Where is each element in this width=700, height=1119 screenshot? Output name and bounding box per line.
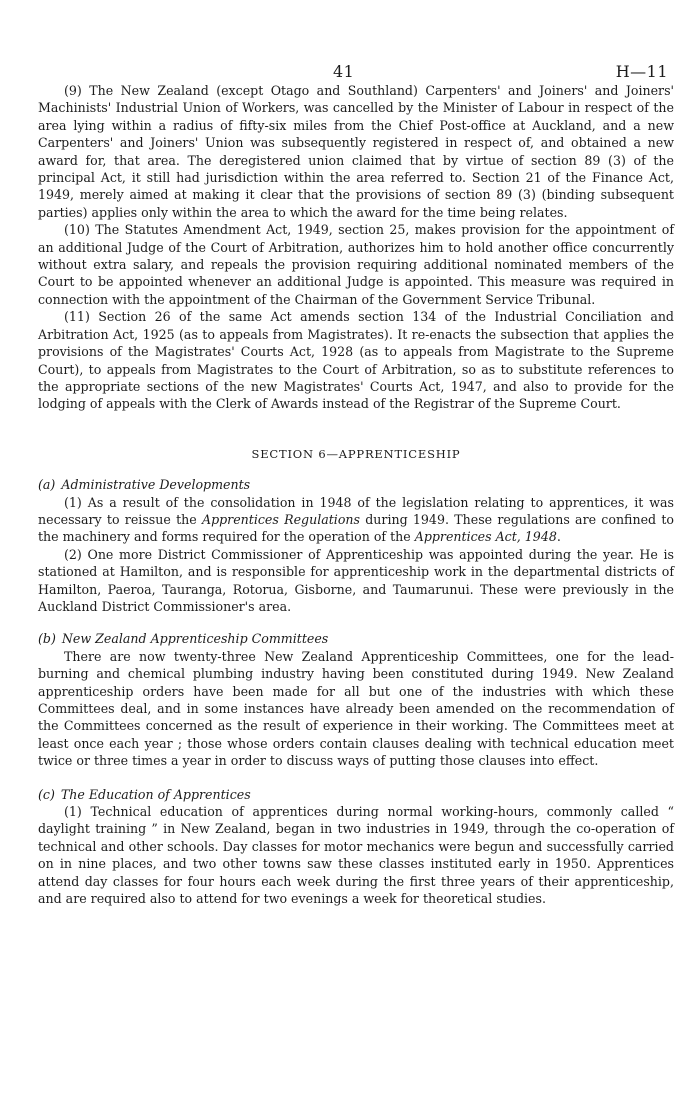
page-number: 41 xyxy=(333,62,355,81)
document-page xyxy=(38,0,674,1119)
document-body xyxy=(38,82,674,907)
subsection-title-a: Administrative Developments xyxy=(61,477,251,493)
text-run: (1) As a result of the consolidation in 1948 of the legislation relating to apprentices, it was necessary to reissue the xyxy=(38,494,674,527)
paragraph-9: (9) The New Zealand (except Otago and Southland) Carpenters' and Joiners' and Joiners' Machinists' Industrial Union of Workers, was cancelled by the Minister of Labour in respect of the area lying within a radius of fifty-six miles from the Chief Post-office at Auckland, and a new Carpenters' and Joiners' Union was subsequently registered in respect of, and obtained a new award for, that area. The deregistered union claimed that by virtue of section 89 (3) of the principal Act, it still had jurisdiction within the area referred to. Section 21 of the Finance Act, 1949, merely aimed at making it clear that the provisions of section 89 (3) (binding subsequent parties) applies only within the area to which the award for the time being relates. xyxy=(38,83,674,220)
subsection-heading-b xyxy=(38,630,674,647)
document-code: H—11 xyxy=(615,62,668,81)
subsection-heading-c xyxy=(38,786,674,803)
page-header xyxy=(38,0,674,82)
subsection-title-b: New Zealand Apprenticeship Committees xyxy=(61,631,329,647)
subsection-ref-a: (a) xyxy=(38,477,56,493)
paragraph-11: (11) Section 26 of the same Act amends section 134 of the Industrial Conciliation and Arbitration Act, 1925 (as to appeals from Magistrates). It re-enacts the subsection that applies the provisions of the Magistrates' Courts Act, 1928 (as to appeals from Magistrate to the Supreme Court), to appeals from Magistrates to the Court of Arbitration, so as to substitute references to the appropriate sections of the new Magistrates' Courts Act, 1947, and also to provide for the lodging of appeals with the Clerk of Awards instead of the Registrar of the Supreme Court. xyxy=(38,309,674,412)
subsection-title-c: The Education of Apprentices xyxy=(60,786,251,802)
paragraph-c-1: (1) Technical education of apprentices during normal working-hours, commonly called “ daylight training ” in New Zealand, began in two industries in 1949, through the co-operation of technical and other schools. Day classes for motor mechanics were begun and successfully carried on in nine places, and two other towns saw these classes instituted early in 1950. Apprentices attend day classes for four hours each week during the first three years of their apprenticeship, and are required also to attend for two evenings a week for theoretical studies. xyxy=(38,804,674,907)
paragraph-a-2: (2) One more District Commissioner of Apprenticeship was appointed during the year. He is stationed at Hamilton, and is responsible for apprenticeship work in the departmental districts of Hamilton, Paeroa, Tauranga, Rotorua, Gisborne, and Taumarunui. These were previously in the Auckland District Commissioner's area. xyxy=(38,546,674,614)
text-run: . xyxy=(556,529,561,545)
section-heading: SECTION 6—APPRENTICESHIP xyxy=(251,446,461,461)
text-run: during 1949. These regulations are confined to the machinery and forms required for the operation of the xyxy=(38,511,674,545)
regulations-title: Apprentices Regulations xyxy=(201,511,360,527)
subsection-ref-c: (c) xyxy=(38,786,55,802)
subsection-ref-b: (b) xyxy=(38,631,56,647)
subsection-heading-a xyxy=(38,476,674,493)
paragraph-10: (10) The Statutes Amendment Act, 1949, section 25, makes provision for the appointment of an additional Judge of the Court of Arbitration, authorizes him to hold another office concurrently without extra salary, and repeals the provision requiring additional nominated members of the Court to be appointed whenever an additional Judge is appointed. This measure was required in connection with the appointment of the Chairman of the Government Service Tribunal. xyxy=(38,222,674,307)
act-title: Apprentices Act, 1948 xyxy=(414,529,557,545)
paragraph-b-1: There are now twenty-three New Zealand Apprenticeship Committees, one for the lead-burning and chemical plumbing industry having been constituted during 1949. New Zealand apprenticeship orders have been made for all but one of the industries with which these Committees deal, and in some instances have already been amended on the recommendation of the Committees concerned as the result of experience in their working. The Committees meet at least once each year ; those whose orders contain clauses dealing with technical education meet twice or three times a year in order to discuss ways of putting those clauses into effect. xyxy=(38,648,674,769)
paragraph-a-1 xyxy=(38,494,674,546)
